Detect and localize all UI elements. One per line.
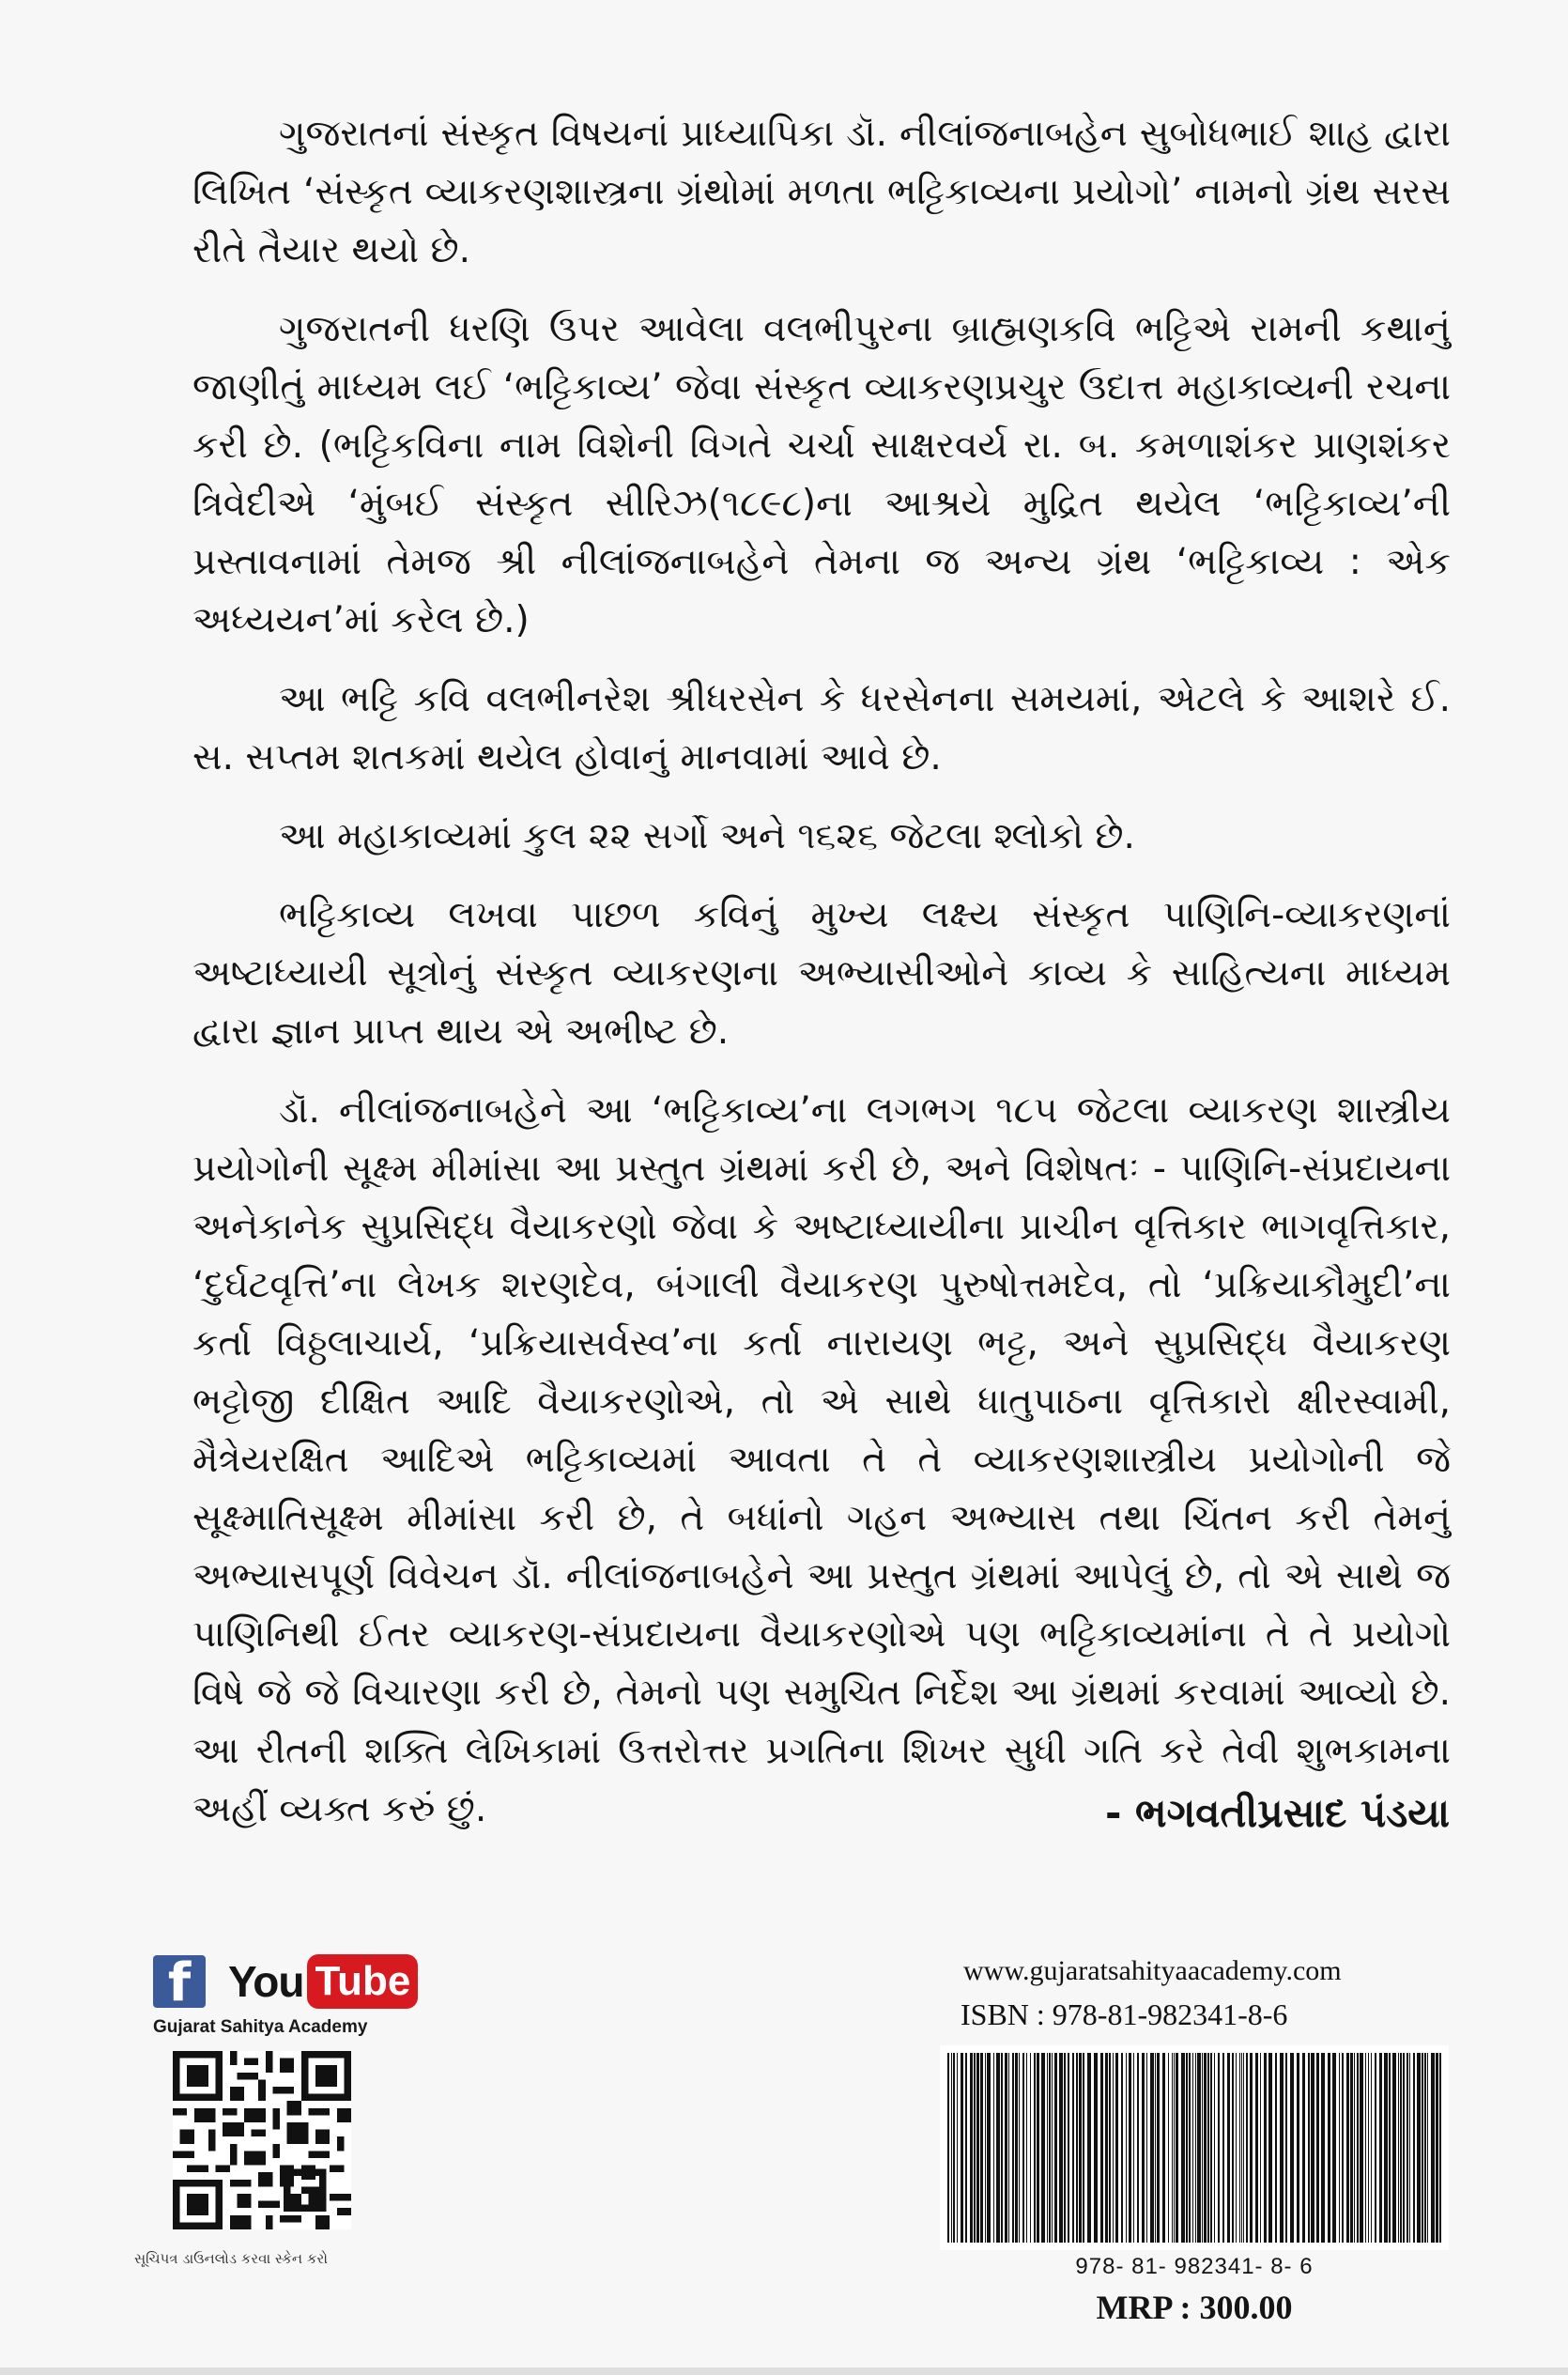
price-label: MRP : 300.00 (1096, 2289, 1293, 2326)
website-url[interactable]: www.gujaratsahityaacademy.com (963, 1955, 1342, 1986)
academy-label: Gujarat Sahitya Academy (153, 2017, 368, 2037)
body-text (192, 105, 1451, 1859)
paragraph-4: આ મહાકાવ્યમાં કુલ ૨૨ સર્ગો અને ૧૬૨૬ જેટલા શ્લોકો છે. (279, 815, 1135, 857)
social-links (153, 1954, 418, 2009)
youtube-logo-you[interactable]: You (228, 1957, 304, 2006)
paragraph-5: ભટ્ટિકાવ્ય લખવા પાછળ કવિનું મુખ્ય લક્ષ્ય સંસ્કૃત પાણિનિ-વ્યાકરણનાં અષ્ટાધ્યાયી સૂત્રોનું સંસ્કૃત વ્યાકરણના અભ્યાસીઓને કાવ્ય કે સાહિત્યના માધ્યમ દ્વારા જ્ઞાન પ્રાપ્ત થાય એ અભીષ્ટ છે. (192, 894, 1451, 1053)
isbn-label: ISBN : 978-81-982341-8-6 (961, 1997, 1288, 2031)
paragraph-6: ડૉ. નીલાંજનાબહેને આ ‘ભટ્ટિકાવ્ય’ના લગભગ ૧૮૫ જેટલા વ્યાકરણ શાસ્ત્રીય પ્રયોગોની સૂક્ષ્મ મીમાંસા આ પ્રસ્તુત ગ્રંથમાં કરી છે, અને વિશેષતઃ - પાણિનિ-સંપ્રદાયના અનેકાનેક સુપ્રસિદ્ધ વૈયાકરણો જેવા કે અષ્ટાધ્યાયીના પ્રાચીન વૃત્તિકાર ભાગવૃત્તિકાર, ‘દુર્ઘટવૃત્તિ’ના લેખક શરણદેવ, બંગાલી વૈયાકરણ પુરુષોત્તમદેવ, તો ‘પ્રક્રિયાકૌમુદી’ના કર્તા વિઠ્ઠલાચાર્ય, ‘પ્રક્રિયાસર્વસ્વ’ના કર્તા નારાયણ ભટ્ટ, અને સુપ્રસિદ્ધ વૈયાકરણ ભટ્ટોજી દીક્ષિત આદિ વૈયાકરણોએ, તો એ સાથે ધાતુપાઠના વૃત્તિકારો ક્ષીરસ્વામી, મૈત્રેયરક્ષિત આદિએ ભટ્ટિકાવ્યમાં આવતા તે તે વ્યાકરણશાસ્ત્રીય પ્રયોગોની જે સૂક્ષ્માતિસૂક્ષ્મ મીમાંસા કરી છે, તે બધાંનો ગહન અભ્યાસ તથા ચિંતન કરી તેમનું અભ્યાસપૂર્ણ વિવેચન ડૉ. નીલાંજનાબહેને આ પ્રસ્તુત ગ્રંથમાં આપેલું છે, તો એ સાથે જ પાણિનિથી ઈતર વ્યાકરણ-સંપ્રદાયના વૈયાકરણોએ પણ ભટ્ટિકાવ્યમાંના તે તે પ્રયોગો વિષે જે જે વિચારણા કરી છે, તેમનો પણ સમુચિત નિર્દેશ આ ગ્રંથમાં કરવામાં આવ્યો છે. આ રીતની શક્તિ લેખિકામાં ઉત્તરોત્તર પ્રગતિના શિખર સુધી ગતિ કરે તેવી શુભકામના અહીં વ્યક્ત કરું છું. (192, 1089, 1451, 1830)
qr-caption: સૂચિપત્ર ડાઉનલોડ કરવા સ્કેન કરો (134, 2250, 328, 2267)
youtube-logo-tube[interactable]: Tube (307, 1954, 418, 2009)
barcode-digits: 978- 81- 982341- 8- 6 (1075, 2254, 1314, 2279)
bottom-strip (0, 2367, 1568, 2375)
qr-code[interactable] (173, 2051, 351, 2229)
barcode (940, 2045, 1449, 2250)
paragraph-3: આ ભટ્ટિ કવિ વલભીનરેશ શ્રીધરસેન કે ધરસેનના સમયમાં, એટલે કે આશરે ઈ. સ. સપ્તમ શતકમાં થયેલ હોવાનું માનવામાં આવે છે. (192, 678, 1451, 779)
paragraph-2: ગુજરાતની ધરણિ ઉપર આવેલા વલભીપુરના બ્રાહ્મણકવિ ભટ્ટિએ રામની કથાનું જાણીતું માધ્યમ લઈ ‘ભટ્ટિકાવ્ય’ જેવા સંસ્કૃત વ્યાકરણપ્રચુર ઉદાત્ત મહાકાવ્યની રચના કરી છે. (ભટ્ટિકવિના નામ વિશેની વિગતે ચર્ચા સાક્ષરવર્ય રા. બ. કમળાશંકર પ્રાણશંકર ત્રિવેદીએ ‘મુંબઈ સંસ્કૃત સીરિઝ(૧૮૯૮)ના આશ્રયે મુદ્રિત થયેલ ‘ભટ્ટિકાવ્ય’ની પ્રસ્તાવનામાં તેમજ શ્રી નીલાંજનાબહેને તેમના જ અન્ય ગ્રંથ ‘ભટ્ટિકાવ્ય : એક અધ્યયન’માં કરેલ છે.) (192, 308, 1451, 641)
facebook-icon[interactable]: f (153, 1955, 206, 2008)
paragraph-1: ગુજરાતનાં સંસ્કૃત વિષયનાં પ્રાધ્યાપિકા ડૉ. નીલાંજનાબહેન સુબોધભાઈ શાહ દ્વારા લિખિત ‘સંસ્કૃત વ્યાકરણશાસ્ત્રના ગ્રંથોમાં મળતા ભટ્ટિકાવ્યના પ્રયોગો’ નામનો ગ્રંથ સરસ રીતે તૈયાર થયો છે. (192, 113, 1451, 271)
author-signature: - ભગવતીપ્રસાદ પંડયા (1104, 1790, 1450, 1836)
